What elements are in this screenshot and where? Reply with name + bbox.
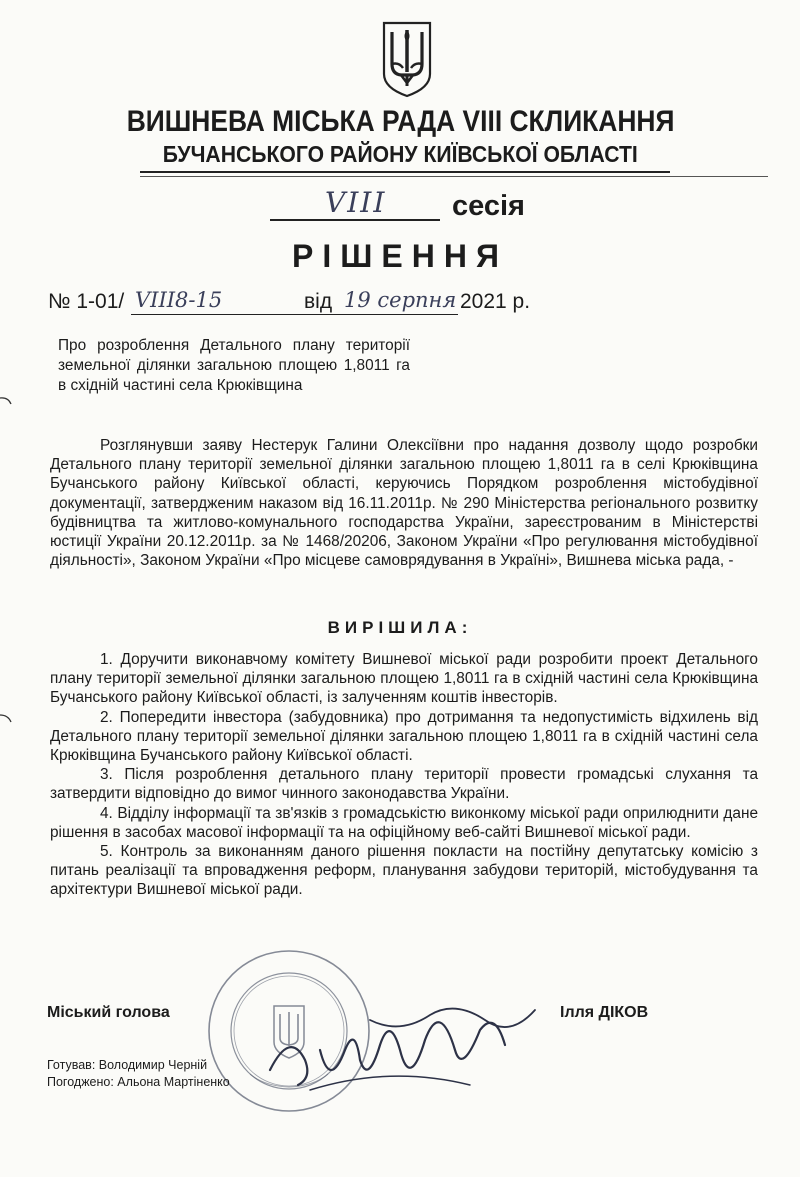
header-rule-thin: [140, 176, 768, 177]
session-underline: [270, 219, 440, 221]
decision-title: РІШЕННЯ: [292, 238, 508, 274]
decision-item: 5. Контроль за виконанням даного рішення покласти на постійну депутатську комісію з питань реалізації та впровадження реформ, планування забудови територій, містобудування та архітектури Вишневої міської ради.: [50, 843, 758, 899]
session-number-handwritten: VIII: [325, 186, 387, 219]
scan-margin-mark: [0, 394, 12, 406]
approval-block: [47, 1057, 230, 1091]
decision-items: [50, 650, 758, 900]
prepared-by: Готував: Володимир Черній: [47, 1058, 208, 1072]
mayor-name: Ілля ДІКОВ: [560, 1004, 649, 1021]
preamble-paragraph: Розглянувши заяву Нестерук Галини Олексіївни про надання дозволу щодо розробки Детального плану території земельної ділянки загальною площею 1,8011 га в селі Крюківщина Бучанського району Київської області, керуючись Порядком розроблення містобудівної документації, затвердженим наказом від 16.11.2011р. № 290 Міністерства регіонального розвитку будівництва та житлово-комунального господарства України, зареєстрованим в Міністерстві юстиції України 20.12.2011р. за № 1468/20206, Законом України «Про регулювання містобудівної діяльності», Законом України «Про місцеве самоврядування в Україні», Вишнева міська рада, -: [50, 437, 758, 570]
decision-year: 2021 р.: [460, 290, 531, 313]
decision-item: 2. Попередити інвестора (забудовника) про дотримання та недопустимість відхилень від Детального плану території земельної ділянки загальною площею 1,8011 га в східній частині села Крюківщина Бучанського району Київської області.: [50, 708, 758, 765]
decision-number-prefix: № 1-01/: [48, 290, 125, 313]
date-from-label: від: [304, 290, 333, 313]
decision-number-row: [48, 290, 748, 320]
coat-of-arms-trident: [381, 20, 433, 98]
decision-item: 3. Після розроблення детального плану території провести громадські слухання та затвердити відповідно до вимог чинного законодавства України.: [50, 766, 758, 803]
number-underline: [131, 314, 344, 315]
mayor-signature: [250, 990, 550, 1100]
mayor-title: Міський голова: [47, 1004, 170, 1021]
scan-margin-mark: [0, 712, 12, 724]
decision-number-handwritten: VIII8-15: [135, 288, 223, 312]
decision-subject: [58, 336, 410, 396]
subject-text: Про розроблення Детального плану території земельної ділянки загальною площею 1,8011 га в східній частині села Крюківщина: [58, 337, 410, 394]
session-label: сесія: [452, 190, 525, 222]
date-handwritten: 19 серпня: [344, 288, 457, 312]
district-name: БУЧАНСЬКОГО РАЙОНУ КИЇВСЬКОЇ ОБЛАСТІ: [162, 141, 638, 167]
agreed-by: Погоджено: Альона Мартіненко: [47, 1075, 230, 1089]
date-underline: [336, 314, 458, 315]
header-rule: [140, 171, 670, 173]
council-name: ВИШНЕВА МІСЬКА РАДА VIII СКЛИКАННЯ: [126, 105, 675, 138]
resolved-heading: ВИРІШИЛА:: [327, 618, 473, 637]
decision-item: 1. Доручити виконавчому комітету Вишневої міської ради розробити проект Детального плану території земельної ділянки загальною площею 1,8011 га в східній частині села Крюківщина Бучанського району Київської області, із залученням коштів інвесторів.: [50, 651, 758, 707]
decision-item: 4. Відділу інформації та зв'язків з громадськістю виконкому міської ради оприлюднити дане рішення в засобах масової інформації та на офіційному веб-сайті Вишневої міської ради.: [50, 804, 758, 841]
